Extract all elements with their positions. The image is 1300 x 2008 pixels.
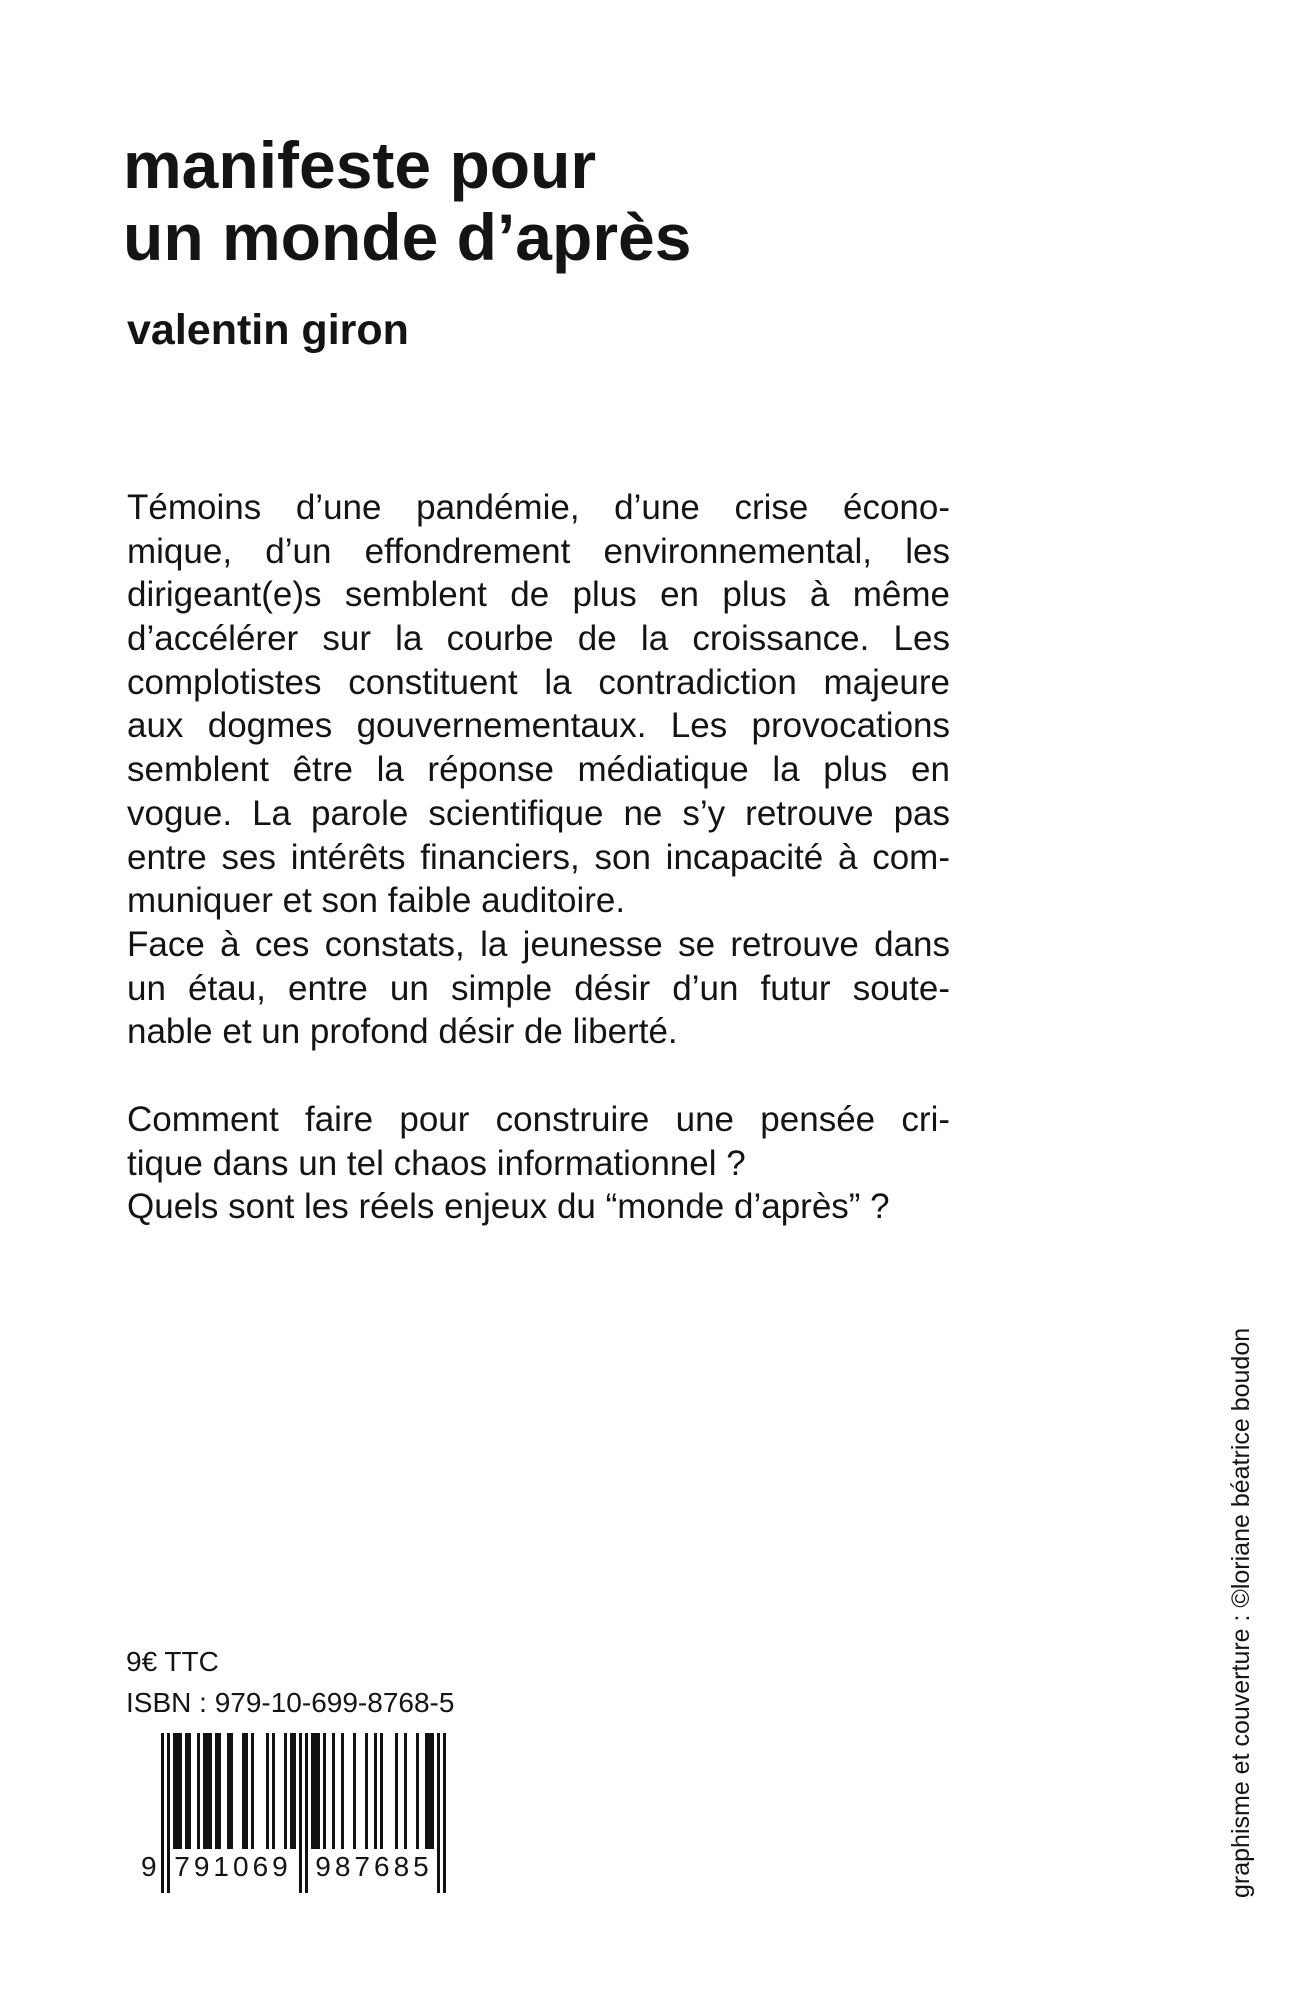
- blurb-line: semblent être la réponse médiatique la plus en: [127, 750, 950, 790]
- barcode-bar: [311, 1733, 314, 1849]
- blurb-line: Face à ces constats, la jeunesse se retrouve dans: [127, 924, 950, 964]
- barcode-bar: [314, 1733, 317, 1849]
- blurb-line: nable et un profond désir de liberté.: [127, 1012, 678, 1052]
- blurb-paragraph: [127, 486, 950, 1054]
- barcode-bar: [341, 1733, 344, 1849]
- barcode-bar: [209, 1733, 212, 1849]
- barcode-right-digits: 987685: [311, 1852, 437, 1882]
- book-title: [123, 129, 691, 273]
- barcode-bar: [317, 1733, 320, 1849]
- blurb-line: entre ses intérêts financiers, son incapacité à com-: [127, 837, 950, 877]
- barcode-bar: [245, 1733, 248, 1849]
- barcode-bar: [203, 1733, 206, 1849]
- book-title-line: manifeste pour: [123, 128, 597, 202]
- barcode-bar: [197, 1733, 200, 1849]
- barcode-bar: [179, 1733, 182, 1849]
- barcode-bar: [380, 1733, 383, 1849]
- price: 9€ TTC: [126, 1646, 219, 1677]
- barcode-bar: [305, 1733, 308, 1893]
- barcode-bar: [437, 1733, 440, 1893]
- barcode-bar: [293, 1733, 296, 1849]
- author-name: valentin giron: [127, 306, 409, 354]
- blurb-line: Témoins d’une pandémie, d’une crise écono-: [127, 488, 950, 527]
- blurb-line: muniquer et son faible auditoire.: [127, 881, 626, 921]
- barcode-bar: [395, 1733, 398, 1849]
- barcode-bar: [266, 1733, 269, 1849]
- blurb-line: un étau, entre un simple désir d’un futur soute-: [127, 968, 950, 1008]
- blurb-line: Comment faire pour construire une pensée cri-: [127, 1100, 950, 1139]
- barcode-bar: [230, 1733, 233, 1849]
- barcode-bar: [206, 1733, 209, 1849]
- blurb-line: d’accélérer sur la courbe de la croissance. Les: [127, 619, 950, 659]
- barcode-bar: [272, 1733, 275, 1849]
- barcode-bar: [404, 1733, 407, 1849]
- barcode-bar: [215, 1733, 218, 1849]
- barcode-bar: [428, 1733, 431, 1849]
- barcode-bar: [290, 1733, 293, 1849]
- blurb-line: vogue. La parole scientifique ne s’y retrouve pas: [127, 793, 950, 833]
- barcode-bar: [443, 1733, 446, 1893]
- barcode-bar: [416, 1733, 419, 1849]
- barcode-bar: [218, 1733, 221, 1849]
- barcode-bar: [173, 1733, 176, 1849]
- barcode-bar: [374, 1733, 377, 1849]
- barcode-bar: [284, 1733, 287, 1849]
- barcode-bar: [353, 1733, 356, 1849]
- barcode-left-digits: 791069: [170, 1852, 296, 1882]
- blurb-line: complotistes constituent la contradiction majeure: [127, 662, 950, 702]
- blurb-line: mique, d’un effondrement environnemental, les: [127, 531, 950, 571]
- isbn: ISBN : 979-10-699-8768-5: [126, 1687, 455, 1718]
- barcode-bar: [251, 1733, 254, 1849]
- barcode-bar: [431, 1733, 434, 1849]
- blurb-line: Quels sont les réels enjeux du “monde d’après” ?: [127, 1187, 890, 1227]
- barcode-bar: [185, 1733, 188, 1849]
- barcode-bar: [188, 1733, 191, 1849]
- design-credit: graphisme et couverture : ©loriane béatrice boudon: [1227, 1327, 1255, 1898]
- barcode-bar: [332, 1733, 335, 1849]
- barcode-bar: [227, 1733, 230, 1849]
- barcode-bar: [242, 1733, 245, 1849]
- barcode-bar: [176, 1733, 179, 1849]
- blurb-line: dirigeant(e)s semblent de plus en plus à même: [127, 575, 950, 615]
- blurb-questions: [127, 1098, 950, 1229]
- blurb-line: aux dogmes gouvernementaux. Les provocations: [127, 706, 950, 746]
- barcode-bar: [365, 1733, 368, 1849]
- barcode-lead-digit: 9: [141, 1851, 157, 1882]
- barcode-bar: [299, 1733, 302, 1893]
- blurb-line: tique dans un tel chaos informationnel ?: [127, 1143, 746, 1183]
- book-title-line: un monde d’après: [123, 200, 692, 274]
- barcode-bar: [323, 1733, 326, 1849]
- barcode-bar: [425, 1733, 428, 1849]
- barcode-bar: [161, 1733, 164, 1893]
